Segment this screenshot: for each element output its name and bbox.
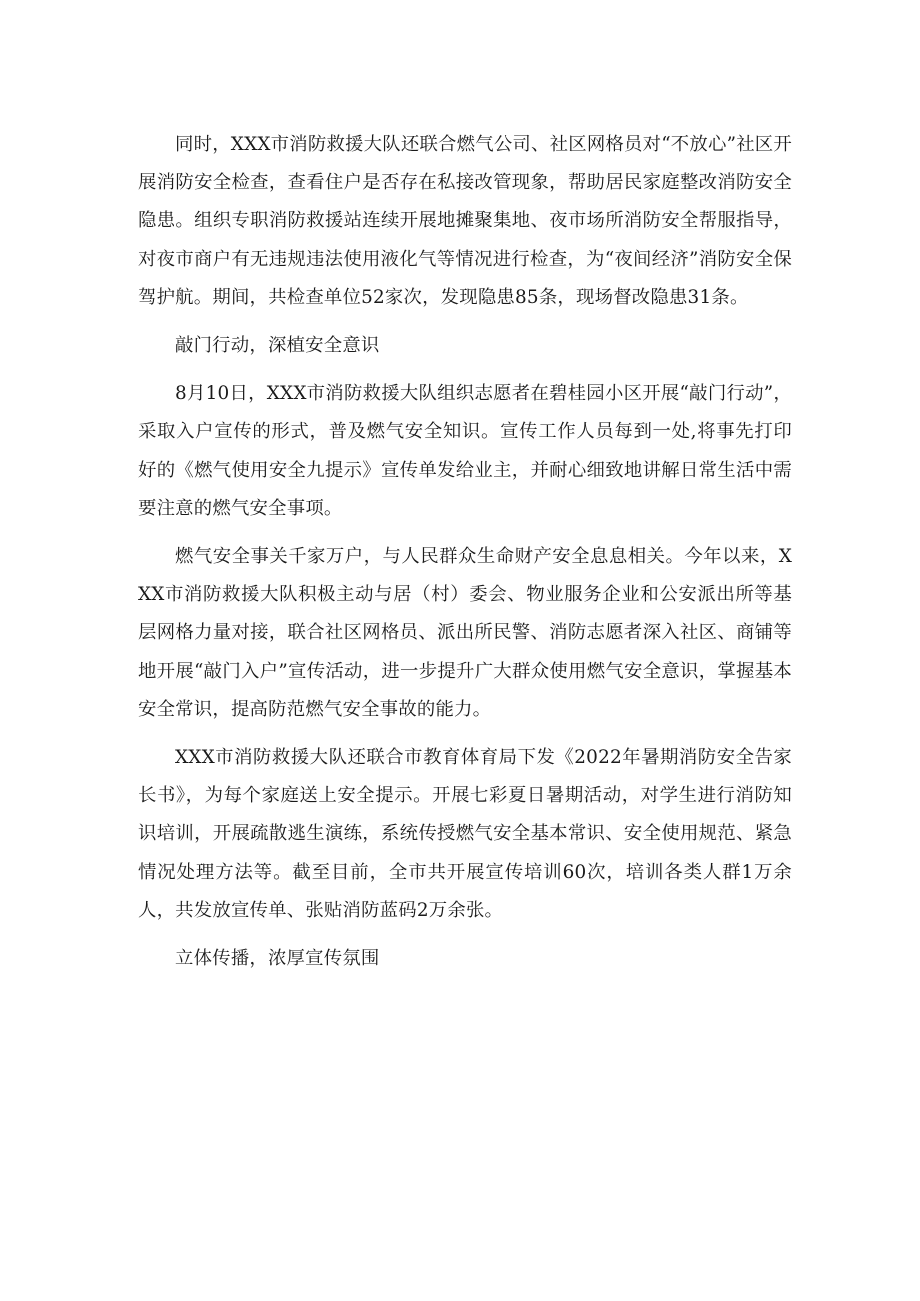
paragraph-gas-safety: 燃气安全事关千家万户，与人民群众生命财产安全息息相关。今年以来，XXX市消防救援大队积极主动与居（村）委会、物业服务企业和公安派出所等基层网格力量对接，联合社区网格员、派出所民警、消防志愿者深入社区、商铺等地开展“敲门入户”宣传活动，进一步提升广大群众使用燃气安全意识，掌握基本安全常识，提高防范燃气安全事故的能力。 [138, 546, 792, 720]
paragraph-knock-door-action: 8月10日，XXX市消防救援大队组织志愿者在碧桂园小区开展“敲门行动”，采取入户宣传的形式，普及燃气安全知识。宣传工作人员每到一处,将事先打印好的《燃气使用安全九提示》宣传单发给业主，并耐心细致地讲解日常生活中需要注意的燃气安全事项。 [138, 383, 792, 519]
section-heading-knock-door: 敲门行动，深植安全意识 [175, 335, 380, 357]
section-heading-publicity: 立体传播，浓厚宣传氛围 [175, 948, 380, 970]
paragraph-summer-education: XXX市消防救援大队还联合市教育体育局下发《2022年暑期消防安全告家长书》，为每个家庭送上安全提示。开展七彩夏日暑期活动，对学生进行消防知识培训，开展疏散逃生演练，系统传授燃气安全基本常识、安全使用规范、紧急情况处理方法等。截至目前，全市共开展宣传培训60次，培训各类人群1万余人，共发放宣传单、张贴消防蓝码2万余张。 [138, 747, 792, 921]
paragraph-joint-inspection: 同时，XXX市消防救援大队还联合燃气公司、社区网格员对“不放心”社区开展消防安全检查，查看住户是否存在私接改管现象，帮助居民家庭整改消防安全隐患。组织专职消防救援站连续开展地摊聚集地、夜市场所消防安全帮服指导，对夜市商户有无违规违法使用液化气等情况进行检查，为“夜间经济”消防安全保驾护航。期间，共检查单位52家次，发现隐患85条，现场督改隐患31条。 [138, 134, 792, 308]
